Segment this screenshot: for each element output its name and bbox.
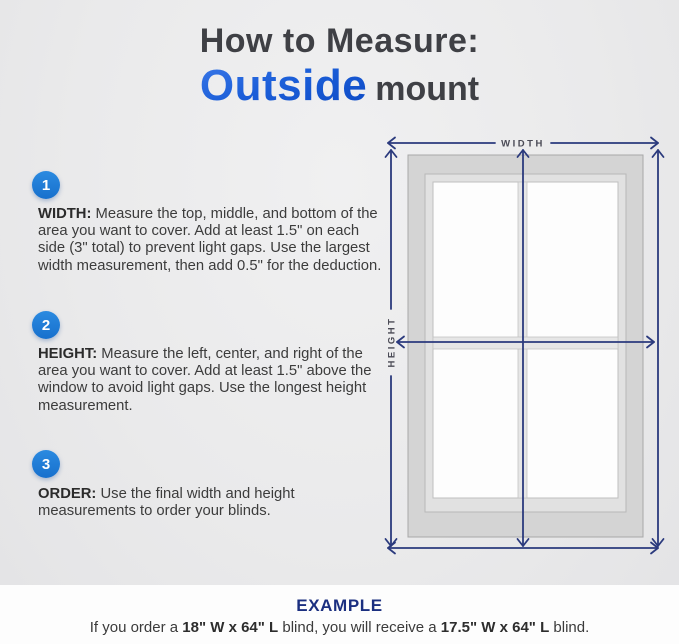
title-rest-mount: mount (375, 70, 480, 108)
step-1-body: Measure the top, middle, and bottom of the area you want to cover. Add at least 1.5" on each side (3" total) to prevent light gaps. Use the largest width measurement, then add 0.5" for the deduction. (38, 206, 382, 274)
step-2-body: Measure the left, center, and right of the area you want to cover. Add at least 1.5" above the window to avoid light gaps. Use the longest height measurement. (38, 346, 372, 414)
step-3-body: Use the final width and height measurements to order your blinds. (38, 486, 295, 520)
window-horizontal-mullion (433, 337, 618, 349)
right-height-arrow (653, 150, 664, 546)
width-label: WIDTH (501, 138, 545, 150)
title-line1: How to Measure: (199, 22, 480, 60)
page-title (0, 22, 679, 119)
window-illustration (408, 155, 643, 537)
step-3-label: ORDER: (38, 486, 97, 502)
step-3-text (38, 486, 383, 520)
example-part1: If you order a (89, 619, 183, 636)
step-2-badge: 2 (32, 311, 60, 339)
step-3-badge: 3 (32, 450, 60, 478)
step-2-text (38, 346, 383, 415)
example-sentence (0, 619, 679, 636)
example-ordered-size: 18" W x 64" L (182, 619, 279, 636)
window-diagram-svg (380, 130, 679, 560)
example-received-size: 17.5" W x 64" L (440, 619, 550, 636)
step-1-badge: 1 (32, 171, 60, 199)
step-2-label: HEIGHT: (38, 346, 98, 362)
window-measure-diagram (380, 130, 679, 560)
step-1-label: WIDTH: (38, 206, 92, 222)
step-1-text (38, 206, 383, 275)
title-accent-outside: Outside (199, 61, 368, 110)
example-heading: EXAMPLE (296, 596, 383, 615)
example-footer (0, 585, 679, 644)
example-part2: blind, you will receive a (278, 619, 441, 636)
example-part3: blind. (549, 619, 590, 636)
height-label: HEIGHT (386, 316, 398, 368)
title-line2 (0, 63, 679, 119)
